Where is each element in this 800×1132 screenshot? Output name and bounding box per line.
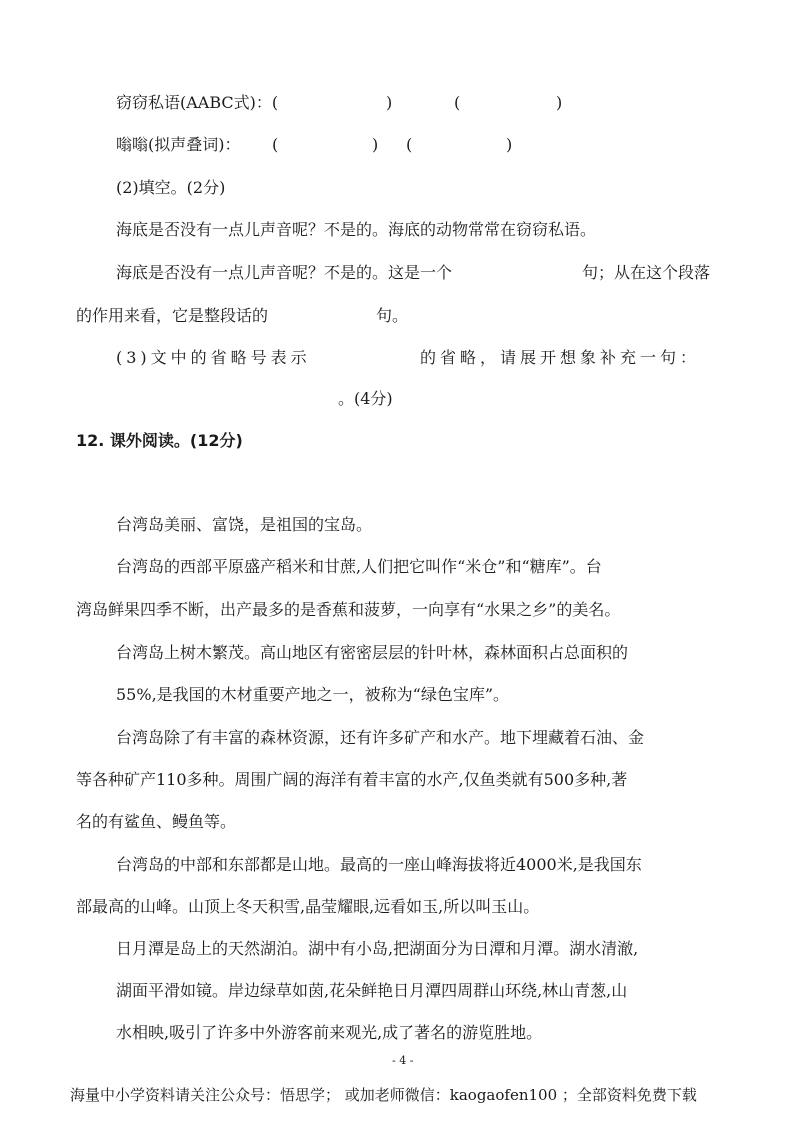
quote-sentence: 海底是否没有一点儿声音呢？不是的。海底的动物常常在窃窃私语。 bbox=[116, 220, 597, 239]
passage-paragraph-5-line-1: 台湾岛的中部和东部都是山地。最高的一座山峰海拔将近4000米,是我国东 bbox=[116, 855, 642, 874]
subquestion-3-part-2: 的省略，请展开想象补充一句： bbox=[420, 348, 701, 367]
passage-paragraph-2-line-2: 湾岛鲜果四季不断，出产最多的是香蕉和菠萝，一向享有“水果之乡”的美名。 bbox=[76, 600, 621, 619]
subquestion-3-score: 。(4分) bbox=[338, 389, 393, 408]
paren-close: ) bbox=[506, 135, 513, 154]
fill-sentence-part-4: 句。 bbox=[376, 306, 409, 325]
fill-sentence-part-1: 海底是否没有一点儿声音呢？不是的。这是一个 bbox=[116, 263, 453, 282]
vocab-onomatopoeia-label: 嗡嗡(拟声叠词)： bbox=[116, 135, 241, 154]
passage-paragraph-6-line-2: 湖面平滑如镜。岸边绿草如茵,花朵鲜艳日月潭四周群山环绕,林山青葱,山 bbox=[116, 981, 628, 1000]
passage-paragraph-4-line-2: 等各种矿产110多种。周围广阔的海洋有着丰富的水产,仅鱼类就有500多种,著 bbox=[76, 770, 628, 789]
passage-paragraph-6-line-3: 水相映,吸引了许多中外游客前来观光,成了著名的游览胜地。 bbox=[116, 1023, 543, 1042]
page-number: - 4 - bbox=[392, 1054, 414, 1067]
passage-paragraph-3-line-2: 55%,是我国的木材重要产地之一，被称为“绿色宝库”。 bbox=[116, 685, 510, 704]
fill-sentence-part-2: 句；从在这个段落 bbox=[582, 263, 711, 282]
paren-open: ( bbox=[272, 135, 279, 154]
passage-paragraph-1: 台湾岛美丽、富饶，是祖国的宝岛。 bbox=[116, 515, 373, 534]
paren-close: ) bbox=[386, 93, 393, 112]
paren-open: ( bbox=[454, 93, 461, 112]
passage-paragraph-5-line-2: 部最高的山峰。山顶上冬天积雪,晶莹耀眼,远看如玉,所以叫玉山。 bbox=[76, 897, 540, 916]
passage-paragraph-3-line-1: 台湾岛上树木繁茂。高山地区有密密层层的针叶林，森林面积占总面积的 bbox=[116, 643, 629, 662]
vocab-aabc-label: 窃窃私语(AABC式)：( bbox=[116, 93, 279, 112]
paren-open: ( bbox=[406, 135, 413, 154]
passage-paragraph-2-line-1: 台湾岛的西部平原盛产稻米和甘蔗,人们把它叫作“米仓”和“糖库”。台 bbox=[116, 557, 602, 576]
passage-paragraph-4-line-3: 名的有鲨鱼、鳗鱼等。 bbox=[76, 812, 237, 831]
passage-paragraph-6-line-1: 日月潭是岛上的天然湖泊。湖中有小岛,把湖面分为日潭和月潭。湖水清澈, bbox=[116, 939, 639, 958]
subquestion-3-part-1: (3)文中的省略号表示 bbox=[116, 348, 311, 367]
passage-paragraph-4-line-1: 台湾岛除了有丰富的森林资源，还有许多矿产和水产。地下埋藏着石油、金 bbox=[116, 728, 645, 747]
paren-close: ) bbox=[556, 93, 563, 112]
paren-close: ) bbox=[372, 135, 379, 154]
question-12-title: 12. 课外阅读。(12分) bbox=[76, 431, 243, 450]
fill-sentence-part-3: 的作用来看，它是整段话的 bbox=[76, 306, 269, 325]
subquestion-2-title: (2)填空。(2分) bbox=[116, 178, 226, 197]
footer-note: 海量中小学资料请关注公众号：悟思学； 或加老师微信：kaogaofen100 ；全部资料免费下载 bbox=[70, 1086, 697, 1104]
